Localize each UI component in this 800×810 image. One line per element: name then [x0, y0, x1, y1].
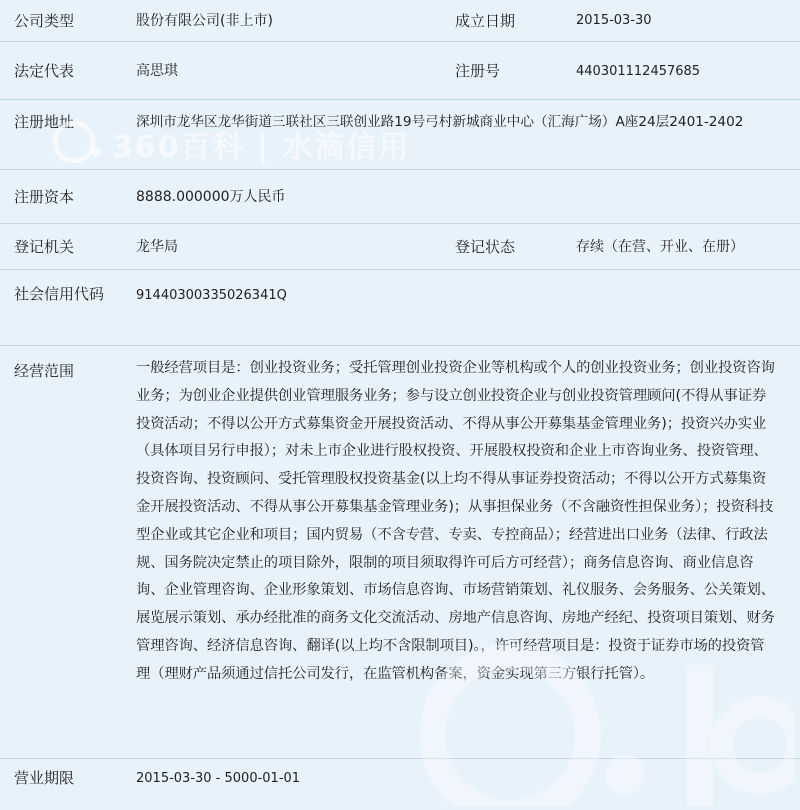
- row-company-type: [0, 0, 800, 42]
- value-reg-addr: 深圳市龙华区龙华街道三联社区三联创业路19号弓村新城商业中心（汇海广场）A座24层2401-2402: [136, 114, 744, 130]
- value-reg-status: 存续（在营、开业、在册）: [576, 239, 744, 255]
- value-legal-rep: 高思琪: [136, 63, 178, 79]
- label-capital: 注册资本: [14, 188, 75, 206]
- value-scope: 一般经营项目是：创业投资业务；受托管理创业投资企业等机构或个人的创业投资业务；创业投资咨询业务；为创业企业提供创业管理服务业务；参与设立创业投资企业与创业投资管理顾问(不得从事证券投资活动；不得以公开方式募集资金开展投资活动、不得从事公开募集基金管理业务)；投资兴办实业（具体项目另行申报）；对未上市企业进行股权投资、开展股权投资和企业上市咨询业务、投资管理、投资咨询、投资顾问、受托管理股权投资基金(以上均不得从事证券投资活动；不得以公开方式募集资金开展投资活动、不得从事公开募集基金管理业务)；从事担保业务（不含融资性担保业务）；投资科技型企业或其它企业和项目；国内贸易（不含专营、专卖、专控商品）；经营进出口业务（法律、行政法规、国务院决定禁止的项目除外，限制的项目须取得许可后方可经营）；商务信息咨询、商业信息咨询、企业管理咨询、企业形象策划、市场信息咨询、市场营销策划、礼仪服务、会务服务、公关策划、展览展示策划、承办经批准的商务文化交流活动、房地产信息咨询、房地产经纪、投资项目策划、财务管理咨询、经济信息咨询、翻译(以上均不含限制项目)。，许可经营项目是：投资于证券市场的投资管理（理财产品须通过信托公司发行，在监管机构备案，资金实现第三方银行托管）。: [136, 360, 775, 682]
- label-company-type: 公司类型: [14, 12, 75, 30]
- label-legal-rep: 法定代表: [14, 62, 75, 80]
- value-founded: 2015-03-30: [576, 13, 652, 28]
- row-reg-addr: [0, 100, 800, 170]
- row-authority: [0, 224, 800, 270]
- value-company-type: 股份有限公司(非上市): [136, 13, 273, 29]
- label-reg-status: 登记状态: [455, 238, 516, 256]
- value-term: 2015-03-30 - 5000-01-01: [136, 771, 301, 786]
- row-credit-code: [0, 270, 800, 346]
- label-credit-code: 社会信用代码: [14, 285, 105, 303]
- value-capital: 8888.000000万人民币: [136, 189, 286, 205]
- row-term: [0, 759, 800, 806]
- label-founded: 成立日期: [455, 12, 516, 30]
- value-credit-code: 91440300335026341Q: [136, 288, 287, 303]
- row-capital: [0, 170, 800, 224]
- label-reg-addr: 注册地址: [14, 113, 75, 131]
- label-authority: 登记机关: [14, 238, 75, 256]
- row-legal-rep: [0, 42, 800, 100]
- value-authority: 龙华局: [136, 239, 178, 255]
- value-reg-no: 440301112457685: [576, 64, 701, 79]
- label-term: 营业期限: [14, 769, 75, 787]
- label-scope: 经营范围: [14, 362, 75, 380]
- row-scope: [0, 346, 800, 759]
- watermark-text: 360百科 | 水滴信用: [112, 130, 411, 165]
- label-reg-no: 注册号: [455, 62, 501, 80]
